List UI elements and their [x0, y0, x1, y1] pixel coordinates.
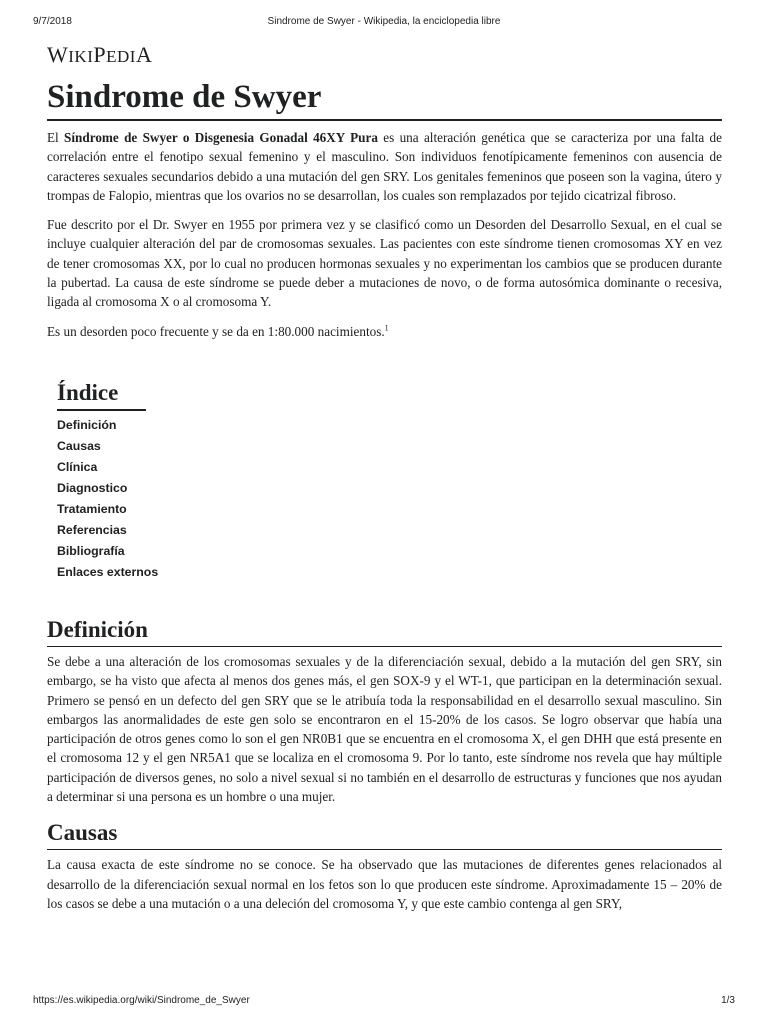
article-title: Sindrome de Swyer: [47, 77, 722, 121]
toc-item-diagnostico[interactable]: Diagnostico: [57, 480, 128, 495]
section-heading-causas: Causas: [47, 818, 722, 850]
intro-paragraph-2: Fue descrito por el Dr. Swyer en 1955 por primera vez y se clasificó como un Desorden del Desarrollo Sexual, en el cual se incluye cualquier alteración del par de cromosomas sexuales. Las pacientes con este síndrome tienen cromosomas XY en vez de tener cromosomas XX, por lo cual no producen hormonas sexuales y no experimentan los cambios que se producen durante la pubertad. La causa de este síndrome se puede deber a mutaciones de novo, o de forma autosómica dominante o recesiva, ligada al cromosoma X o al cromosoma Y.: [47, 217, 722, 310]
article-content: [47, 40, 722, 913]
toc-heading: Índice: [57, 379, 146, 411]
toc-item-definicion[interactable]: Definición: [57, 417, 117, 432]
toc-item-clinica[interactable]: Clínica: [57, 459, 98, 474]
toc-item-bibliografia[interactable]: Bibliografía: [57, 543, 125, 558]
toc-list: [57, 415, 337, 583]
print-page-title: Sindrome de Swyer - Wikipedia, la enciclopedia libre: [267, 16, 501, 27]
wikipedia-wordmark: WIKIPEDIA: [47, 42, 153, 67]
print-url: https://es.wikipedia.org/wiki/Sindrome_de_Swyer: [33, 995, 250, 1006]
reference-1-link[interactable]: 1: [384, 323, 389, 333]
print-page-number: 1/3: [721, 995, 735, 1006]
definicion-paragraph: Se debe a una alteración de los cromosomas sexuales y de la diferenciación sexual, debido a la mutación del gen SRY, sin embargo, se ha visto que afecta al menos dos genes más, el gen SOX-9 y el WT-1, que participan en la determinación sexual. Primero se pensó en un defecto del gen SRY que se le atribuía toda la responsabilidad en el desarrollo sexual masculino. Sin embargos las anormalidades de este gen solo se encontraron en el 15-20% de los casos. Se logro observar que había una participación de otros genes como lo son el gen NR0B1 que se encuentra en el cromosoma X, el gen DHH que está presente en el cromosoma 12 y el gen NR5A1 que se localiza en el cromosoma 9. Por lo tanto, este síndrome nos revela que hay múltiple participación de diversos genes, no solo a nivel sexual si no también en el desarrollo de estructuras y funciones que nos ayudan a determinar si una persona es un hombre o una mujer.: [47, 653, 722, 805]
lead-term: Síndrome de Swyer o Disgenesia Gonadal 46XY Pura: [64, 130, 378, 145]
table-of-contents: [57, 379, 337, 583]
causas-paragraph: La causa exacta de este síndrome no se conoce. Se ha observado que las mutaciones de diferentes genes relacionados al desarrollo de la diferenciación sexual normal en los fetos son lo que producen este síndrome. Aproximadamente 15 – 20% de los casos se debe a una mutación o a una deleción del cromosoma Y, y que este cambio contenga al gen SRY,: [47, 857, 722, 911]
toc-item-enlaces-externos[interactable]: Enlaces externos: [57, 564, 159, 579]
section-heading-definicion: Definición: [47, 615, 722, 647]
section-definicion: [47, 652, 722, 806]
intro-paragraph-1: El Síndrome de Swyer o Disgenesia Gonadal 46XY Pura es una alteración genética que se caracteriza por una falta de correlación entre el fenotipo sexual femenino y el masculino. Son individuos fenotípicamente femeninos con ausencia de caracteres sexuales secundarios debido a una mutación del gen SRY. Los genitales femeninos que poseen son la vagina, útero y trompas de Falopio, mientras que los ovarios no se desarrollan, los cuales son remplazados por tejido cicatrizal fibroso.: [47, 130, 722, 203]
toc-item-causas[interactable]: Causas: [57, 438, 101, 453]
print-date: 9/7/2018: [33, 16, 72, 27]
toc-item-referencias[interactable]: Referencias: [57, 522, 127, 537]
toc-item-tratamiento[interactable]: Tratamiento: [57, 501, 127, 516]
print-header: [0, 16, 768, 30]
print-footer: [0, 995, 768, 1009]
intro-paragraph-3: Es un desorden poco frecuente y se da en 1:80.000 nacimientos.$^1$: [47, 323, 389, 339]
section-causas: [47, 855, 722, 913]
